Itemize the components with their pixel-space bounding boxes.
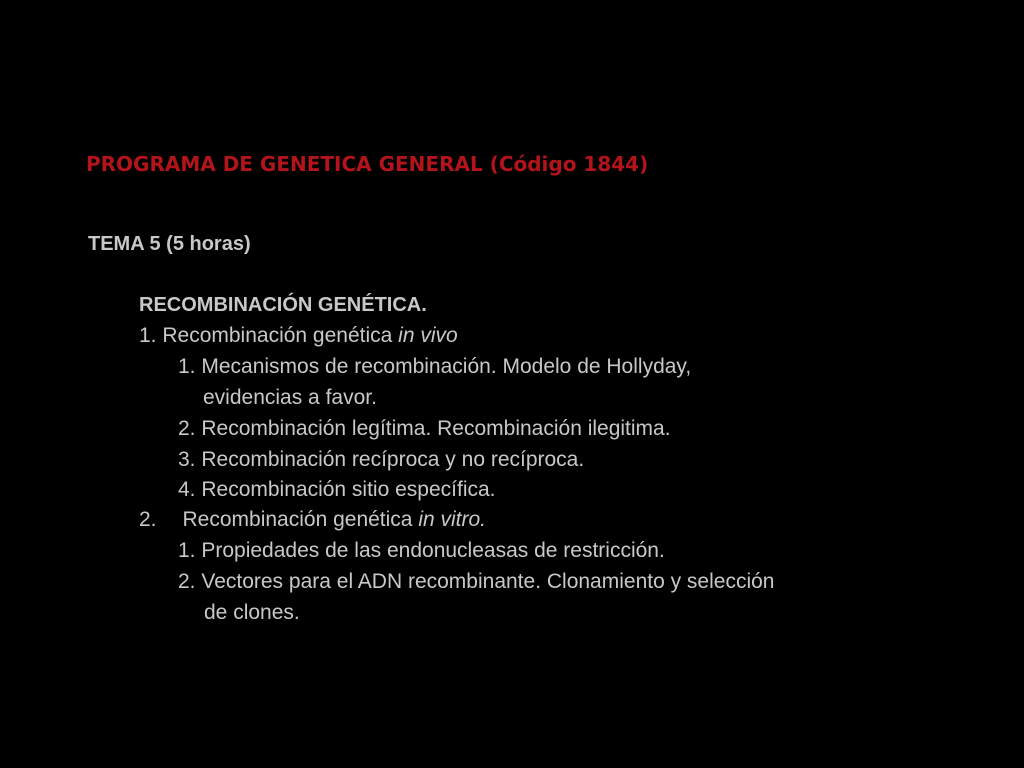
section-1-title <box>139 322 458 350</box>
section-2-title <box>139 506 486 534</box>
section-1-item: 1. Mecanismos de recombinación. Modelo de Hollyday, <box>178 355 692 378</box>
topic-label: TEMA 5 (5 horas) <box>88 233 251 255</box>
section-2-italic: in vitro. <box>418 508 487 531</box>
section-2-item: 1. Propiedades de las endonucleasas de restricción. <box>178 539 665 562</box>
section-1-italic: in vivo <box>398 324 458 347</box>
section-1-label: 1. Recombinación genética <box>139 324 399 347</box>
slide-title: PROGRAMA DE GENETICA GENERAL (Código 1844) <box>86 152 649 176</box>
section-1-item: 3. Recombinación recíproca y no recíproca. <box>178 448 585 471</box>
section-1-item: 4. Recombinación sitio específica. <box>178 478 496 501</box>
section-2-label: Recombinación genética <box>182 508 419 531</box>
section-2-item-continuation: de clones. <box>204 601 300 624</box>
section-1-item-continuation: evidencias a favor. <box>203 386 377 409</box>
section-2-item: 2. Vectores para el ADN recombinante. Clonamiento y selección <box>178 570 775 593</box>
section-1-item: 2. Recombinación legítima. Recombinación ilegitima. <box>178 417 671 440</box>
section-heading: RECOMBINACIÓN GENÉTICA. <box>139 294 427 316</box>
section-2-number: 2. <box>139 508 157 531</box>
